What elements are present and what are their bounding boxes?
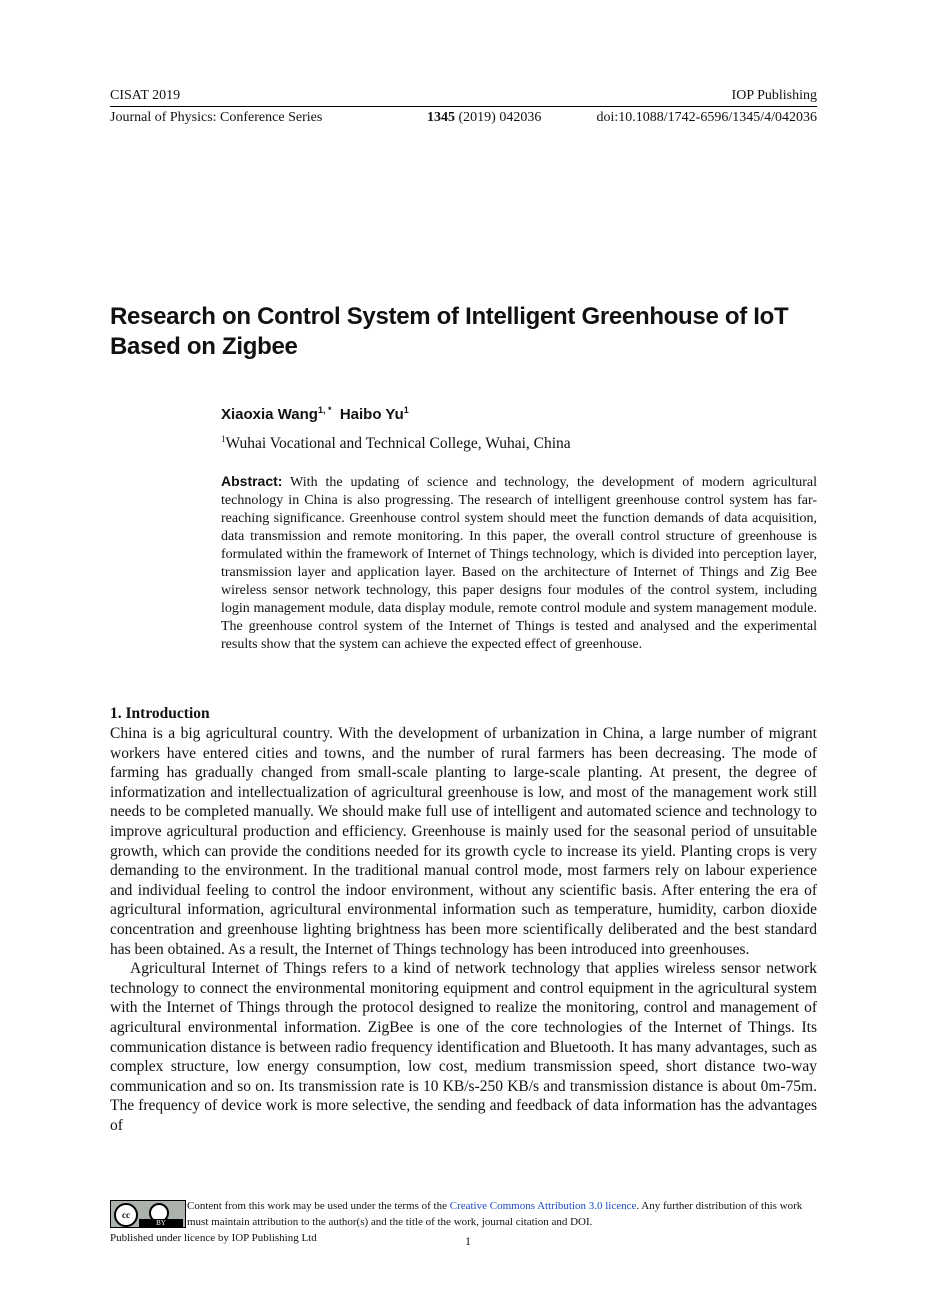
journal-name: Journal of Physics: Conference Series [110, 110, 323, 125]
cc-icon: cc [114, 1203, 138, 1227]
paper-title [110, 302, 830, 362]
title-line-2: Based on Zigbee [110, 333, 298, 360]
author-affiliation-mark: 1 [403, 405, 409, 415]
published-notice: Published under licence by IOP Publishing Ltd [110, 1232, 317, 1244]
section-body [110, 724, 817, 1135]
author-affiliation-mark: 1, * [317, 405, 332, 415]
running-header-bottom [110, 110, 817, 128]
abstract [221, 472, 817, 654]
volume-number: 1345 [427, 110, 455, 125]
title-line-1: Research on Control System of Intelligent Greenhouse of IoT [110, 303, 789, 330]
author-name: Haibo Yu [339, 406, 404, 423]
affiliation [221, 434, 571, 453]
paragraph: China is a big agricultural country. With the development of urbanization in China, a large number of migrant workers have entered cities and towns, and the number of rural farmers has been decreasing. The mode of farming has gradually changed from small-scale planting to large-scale planting. At present, the degree of informatization and intellectualization of agricultural greenhouse is low, and most of the management work still needs to be completed manually. We should make full use of intelligent and automated science and technology to improve agricultural production and efficiency. Greenhouse is mainly used for the seasonal period of unsuitable growth, which can provide the conditions needed for its growth cycle to increase its yield. Planting crops is very demanding to the environment. In the traditional manual control mode, most farmers rely on labour experience and individual feeling to control the indoor environment, without any scientific basis. After entering the era of agricultural information, agricultural environmental information such as temperature, humidity, carbon dioxide concentration and greenhouse lighting brightness has been more scientifically deliberated and the best standard has been obtained. As a result, the Internet of Things technology has been introduced into greenhouses. [110, 725, 817, 958]
author-list [221, 405, 409, 423]
license-text-post: . Any further distribution of this work must maintain attribution to the author(s) and the title of the work, journal citation and DOI. [187, 1200, 803, 1228]
citation [427, 110, 541, 126]
affiliation-mark: 1 [221, 434, 226, 444]
running-header-top [110, 88, 817, 107]
cc-by-license-icon [110, 1200, 186, 1228]
author-name: Xiaoxia Wang [221, 406, 318, 423]
license-text [187, 1198, 817, 1230]
year-issue: (2019) 042036 [458, 110, 542, 125]
doi: doi:10.1088/1742-6596/1345/4/042036 [596, 110, 817, 125]
license-link[interactable]: Creative Commons Attribution 3.0 licence [449, 1200, 637, 1212]
abstract-text: With the updating of science and technology, the development of modern agricultural technology in China is also progressing. The research of intelligent greenhouse control system has far-reaching significance. Greenhouse control system should meet the function demands of data acquisition, data transmission and remote monitoring. In this paper, the overall control structure of greenhouse is formulated within the framework of Internet of Things technology, which is divided into perception layer, transmission layer and application layer. Based on the architecture of Internet of Things and Zig Bee wireless sensor network technology, this paper designs four modules of the control system, including login management module, data display module, remote control module and system management module. The greenhouse control system of the Internet of Things is tested and analysed and the experimental results show that the system can achieve the expected effect of greenhouse. [221, 475, 817, 652]
license-text-pre: Content from this work may be used under the terms of the [187, 1200, 450, 1212]
publisher-name: IOP Publishing [731, 88, 817, 103]
conference-name: CISAT 2019 [110, 88, 181, 103]
by-label: BY [139, 1219, 183, 1227]
paragraph: Agricultural Internet of Things refers to a kind of network technology that applies wireless sensor network technology to connect the environmental monitoring equipment and control equipment in the agricultural system with the Internet of Things through the protocol designed to realize the monitoring, control and management of agricultural environmental information. ZigBee is one of the core technologies of the Internet of Things. Its communication distance is between radio frequency identification and Bluetooth. It has many advantages, such as complex structure, low energy consumption, low cost, medium transmission speed, short distance two-way communication and so on. Its transmission rate is 10 KB/s-250 KB/s and transmission distance is about 0m-75m. The frequency of device work is more selective, the sending and feedback of data information has the advantages of [110, 960, 817, 1134]
section-heading: 1. Introduction [110, 705, 210, 722]
abstract-label: Abstract: [221, 473, 283, 489]
page-number: 1 [465, 1234, 471, 1248]
affiliation-text: Wuhai Vocational and Technical College, Wuhai, China [225, 435, 571, 453]
